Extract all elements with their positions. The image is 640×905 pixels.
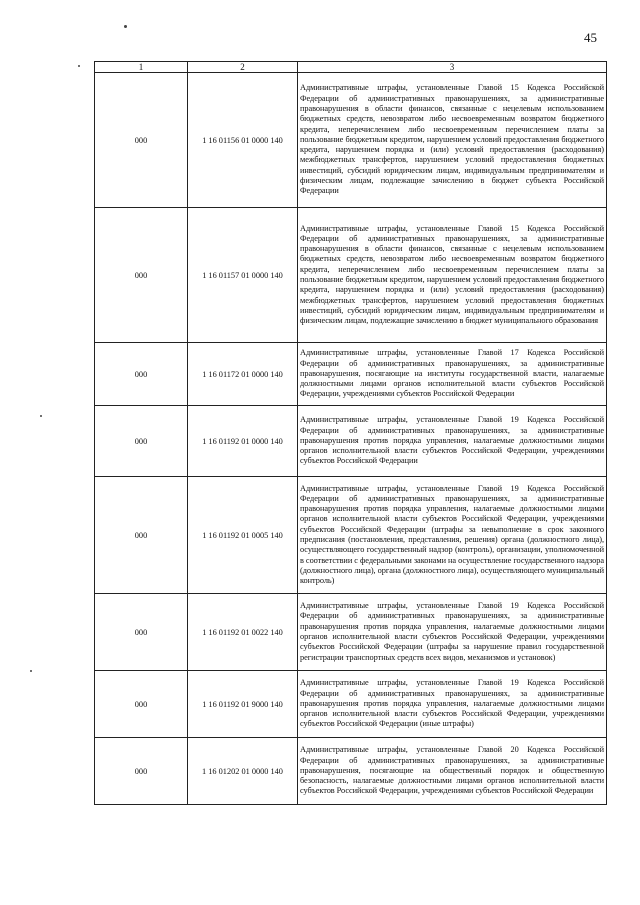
budget-codes-table [94,61,607,805]
table-row [95,208,607,343]
kbk-code-cell: 1 16 01202 01 0000 140 [188,738,298,805]
kbk-code-cell: 1 16 01156 01 0000 140 [188,73,298,208]
column-header: 2 [188,62,298,73]
description-cell: Административные штрафы, установленные Главой 15 Кодекса Российской Федерации об административных правонарушениях, за административные правонарушения в области финансов, связанные с нецелевым использованием бюджетных средств, невозвратом либо несвоевременным возвратом бюджетного кредита, неперечислением либо несвоевременным перечислением платы за пользование бюджетным кредитом, нарушением условий предоставления бюджетного кредита, нарушением порядка и (или) условий предоставления (расходования) межбюджетных трансфертов, нарушением условий предоставления бюджетных инвестиций, субсидий юридическим лицам, индивидуальным предпринимателям и физическим лицам, подлежащие зачислению в бюджет субъекта Российской Федерации [298,73,607,208]
kbk-code-cell: 1 16 01192 01 0022 140 [188,594,298,671]
admin-code-cell: 000 [95,594,188,671]
kbk-code-cell: 1 16 01192 01 9000 140 [188,671,298,738]
description-cell: Административные штрафы, установленные Главой 19 Кодекса Российской Федерации об административных правонарушениях, за административные правонарушения против порядка управления, налагаемые должностными лицами органов исполнительной власти субъектов Российской Федерации, учреждениями субъектов Российской Федерации [298,406,607,477]
table-row [95,406,607,477]
scan-speck [78,65,80,67]
description-cell: Административные штрафы, установленные Главой 19 Кодекса Российской Федерации об административных правонарушениях, за административные правонарушения против порядка управления, налагаемые должностными лицами органов исполнительной власти субъектов Российской Федерации, учреждениями субъектов Российской Федерации (штрафы за невыполнение в срок законного предписания (постановления, представления, решения) органа (должностного лица), осуществляющего государственный надзор (контроль), организации, уполномоченной в соответствии с федеральными законами на осуществление государственного надзора (должностного лица), органа (должностного лица), осуществляющего муниципальный контроль) [298,477,607,594]
description-cell: Административные штрафы, установленные Главой 17 Кодекса Российской Федерации об административных правонарушениях, за административные правонарушения, посягающие на институты государственной власти, налагаемые должностными лицами органов исполнительной власти субъектов Российской Федерации, учреждениями субъектов Российской Федерации [298,343,607,406]
scan-speck [124,25,127,28]
description-cell: Административные штрафы, установленные Главой 20 Кодекса Российской Федерации об административных правонарушениях, за административные правонарушения, посягающие на общественный порядок и общественную безопасность, налагаемые должностными лицами органов исполнительной власти субъектов Российской Федерации, учреждениями субъектов Российской Федерации [298,738,607,805]
table-row [95,738,607,805]
column-header: 3 [298,62,607,73]
admin-code-cell: 000 [95,73,188,208]
admin-code-cell: 000 [95,343,188,406]
table-row [95,671,607,738]
admin-code-cell: 000 [95,406,188,477]
admin-code-cell: 000 [95,208,188,343]
admin-code-cell: 000 [95,738,188,805]
description-cell: Административные штрафы, установленные Главой 19 Кодекса Российской Федерации об административных правонарушениях, за административные правонарушения против порядка управления, налагаемые должностными лицами органов исполнительной власти субъектов Российской Федерации, учреждениями субъектов Российской Федерации (штрафы за нарушение правил государственной регистрации транспортных средств всех видов, механизмов и установок) [298,594,607,671]
kbk-code-cell: 1 16 01157 01 0000 140 [188,208,298,343]
description-cell: Административные штрафы, установленные Главой 19 Кодекса Российской Федерации об административных правонарушениях, за административные правонарушения против порядка управления, налагаемые должностными лицами органов исполнительной власти субъектов Российской Федерации, учреждениями субъектов Российской Федерации (иные штрафы) [298,671,607,738]
admin-code-cell: 000 [95,477,188,594]
page-number: 45 [584,30,597,45]
scan-speck [30,670,32,672]
table-row [95,477,607,594]
column-header: 1 [95,62,188,73]
table-header-row [95,62,607,73]
description-cell: Административные штрафы, установленные Главой 15 Кодекса Российской Федерации об административных правонарушениях, за административные правонарушения в области финансов, связанные с нецелевым использованием бюджетных средств, невозвратом либо несвоевременным возвратом бюджетного кредита, неперечислением либо несвоевременным перечислением платы за пользование бюджетным кредитом, нарушением условий предоставления бюджетного кредита, нарушением порядка и (или) условий предоставления (расходования) межбюджетных трансфертов, нарушением условий предоставления бюджетных инвестиций, субсидий юридическим лицам, индивидуальным предпринимателям и физическим лицам, подлежащие зачислению в бюджет муниципального образования [298,208,607,343]
kbk-code-cell: 1 16 01172 01 0000 140 [188,343,298,406]
scan-speck [40,415,42,417]
admin-code-cell: 000 [95,671,188,738]
table-row [95,343,607,406]
table-row [95,73,607,208]
kbk-code-cell: 1 16 01192 01 0005 140 [188,477,298,594]
table-row [95,594,607,671]
kbk-code-cell: 1 16 01192 01 0000 140 [188,406,298,477]
